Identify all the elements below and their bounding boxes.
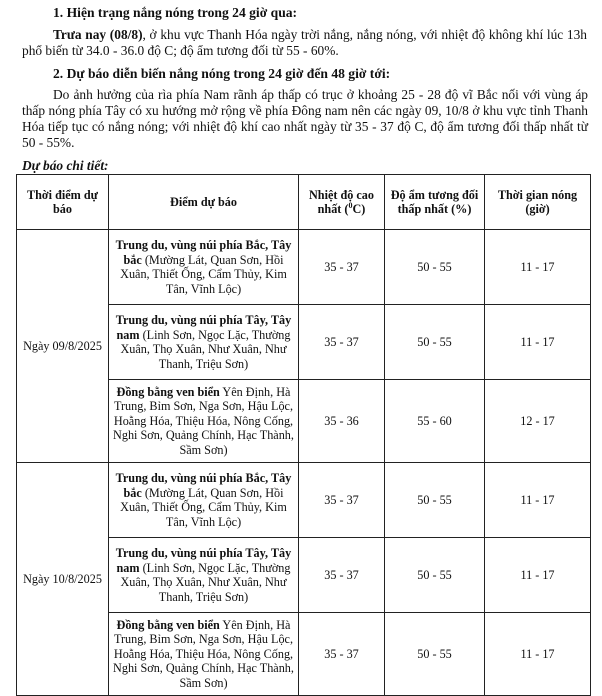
header-temp: Nhiệt độ cao nhất ($^0$C) xyxy=(299,175,385,230)
location-cell: Đồng bằng ven biển Yên Định, Hà Trung, Bỉm Sơn, Nga Sơn, Hậu Lộc, Hoằng Hóa, Thiệu Hóa, Nông Cống, Nghi Sơn, Quảng Chính, Hạc Thành, Sầm Sơn) xyxy=(109,380,299,463)
table-header-row xyxy=(17,175,591,230)
hours-cell: 12 - 17 xyxy=(485,380,591,463)
date-cell: Ngày 10/8/2025 xyxy=(17,463,109,696)
section1-heading: 1. Hiện trạng nắng nóng trong 24 giờ qua: xyxy=(53,5,298,20)
header-hot-time: Thời gian nóng (giờ) xyxy=(485,175,591,230)
forecast-table xyxy=(16,174,591,696)
location-cell: Trung du, vùng núi phía Tây, Tây nam (Linh Sơn, Ngọc Lặc, Thường Xuân, Thọ Xuân, Như Xuân, Như Thanh, Triệu Sơn) xyxy=(109,305,299,380)
section2-paragraph: Do ảnh hưởng của rìa phía Nam rãnh áp thấp có trục ở khoảng 25 - 28 độ vĩ Bắc nối với vùng áp thấp nóng phía Tây có xu hướng mở rộng về phía Đông nam nên các ngày 09, 10/8 ở khu vực tỉnh Thanh Hóa tiếp tục có nắng nóng; với nhiệt độ khí cao nhất ngày từ 35 - 37 độ C, độ ẩm tương đối thấp nhất từ 50 - 55%. xyxy=(22,87,588,150)
section1-paragraph xyxy=(22,27,587,59)
header-humidity: Độ ẩm tương đối thấp nhất (%) xyxy=(385,175,485,230)
hours-cell: 11 - 17 xyxy=(485,305,591,380)
temp-cell: 35 - 37 xyxy=(299,613,385,696)
section1-text: , ở khu vực Thanh Hóa ngày trời nắng, nắng nóng, với nhiệt độ không khí lúc 13h phổ biến từ 34.0 - 36.0 độ C; độ ẩm tương đối từ 55 - 60%. xyxy=(22,27,587,58)
humidity-cell: 50 - 55 xyxy=(385,230,485,305)
humidity-cell: 50 - 55 xyxy=(385,305,485,380)
humidity-cell: 50 - 55 xyxy=(385,463,485,538)
temp-cell: 35 - 37 xyxy=(299,463,385,538)
humidity-cell: 50 - 55 xyxy=(385,538,485,613)
location-cell: Đồng bằng ven biển Yên Định, Hà Trung, Bỉm Sơn, Nga Sơn, Hậu Lộc, Hoằng Hóa, Thiệu Hóa, Nông Cống, Nghi Sơn, Quảng Chính, Hạc Thành, Sầm Sơn) xyxy=(109,613,299,696)
hours-cell: 11 - 17 xyxy=(485,613,591,696)
section2-heading: 2. Dự báo diễn biến nắng nóng trong 24 giờ đến 48 giờ tới: xyxy=(53,66,391,81)
hours-cell: 11 - 17 xyxy=(485,463,591,538)
location-cell: Trung du, vùng núi phía Bắc, Tây bắc (Mường Lát, Quan Sơn, Hồi Xuân, Thiết Ống, Cẩm Thủy, Kim Tân, Vĩnh Lộc) xyxy=(109,230,299,305)
humidity-cell: 55 - 60 xyxy=(385,380,485,463)
temp-cell: 35 - 37 xyxy=(299,538,385,613)
table-row xyxy=(17,230,591,305)
header-time: Thời điểm dự báo xyxy=(17,175,109,230)
humidity-cell: 50 - 55 xyxy=(385,613,485,696)
temp-cell: 35 - 36 xyxy=(299,380,385,463)
detail-label: Dự báo chi tiết: xyxy=(22,158,109,173)
table-row xyxy=(17,463,591,538)
date-cell: Ngày 09/8/2025 xyxy=(17,230,109,463)
location-cell: Trung du, vùng núi phía Bắc, Tây bắc (Mường Lát, Quan Sơn, Hồi Xuân, Thiết Ống, Cẩm Thủy, Kim Tân, Vĩnh Lộc) xyxy=(109,463,299,538)
temp-cell: 35 - 37 xyxy=(299,305,385,380)
section1-lead: Trưa nay (08/8) xyxy=(53,27,143,42)
header-location: Điểm dự báo xyxy=(109,175,299,230)
temp-cell: 35 - 37 xyxy=(299,230,385,305)
location-cell: Trung du, vùng núi phía Tây, Tây nam (Linh Sơn, Ngọc Lặc, Thường Xuân, Thọ Xuân, Như Xuân, Như Thanh, Triệu Sơn) xyxy=(109,538,299,613)
hours-cell: 11 - 17 xyxy=(485,538,591,613)
hours-cell: 11 - 17 xyxy=(485,230,591,305)
